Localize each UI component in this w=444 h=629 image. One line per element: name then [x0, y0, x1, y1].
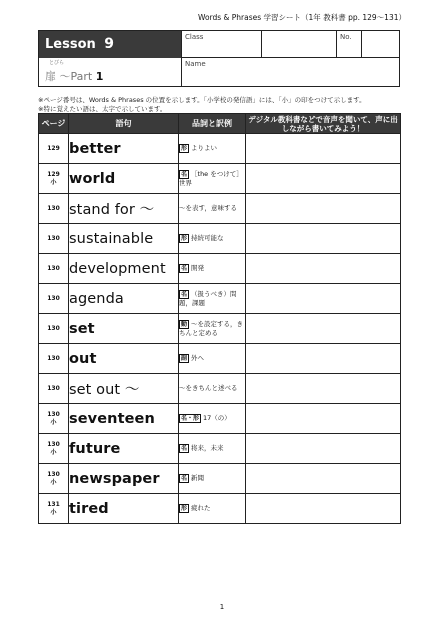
word-cell: out	[69, 344, 179, 374]
elementary-mark: 小	[50, 418, 57, 426]
word-cell: set	[69, 314, 179, 344]
table-row	[39, 494, 401, 524]
note-2: ※特に覚えたい語は、太字で示しています。	[38, 105, 167, 113]
writing-cell[interactable]	[246, 434, 401, 464]
meaning-text: 新聞	[191, 474, 205, 482]
word-cell: agenda	[69, 284, 179, 314]
word-cell: set out ～	[69, 374, 179, 404]
pos-badge: 名	[181, 290, 188, 298]
pos-cell	[179, 284, 246, 314]
table-row	[39, 164, 401, 194]
pos-cell	[179, 134, 246, 164]
pos-cell	[179, 254, 246, 284]
word-cell: development	[69, 254, 179, 284]
pos-badge: 形	[181, 235, 188, 242]
page-cell	[39, 374, 69, 404]
page-cell	[39, 134, 69, 164]
table-row	[39, 404, 401, 434]
table-row	[39, 284, 401, 314]
writing-cell[interactable]	[246, 314, 401, 344]
meaning-text: 持続可能な	[191, 234, 224, 242]
table-row	[39, 224, 401, 254]
writing-cell[interactable]	[246, 374, 401, 404]
writing-cell[interactable]	[246, 134, 401, 164]
writing-cell[interactable]	[246, 164, 401, 194]
table-row	[39, 194, 401, 224]
page-cell	[39, 314, 69, 344]
table-row	[39, 254, 401, 284]
word-cell: future	[69, 434, 179, 464]
subtitle-part: 1	[95, 70, 104, 83]
table-row	[39, 344, 401, 374]
subtitle-prefix: 扉 ～Part	[45, 70, 96, 83]
meaning-text: （扱うべき）問題，課題	[179, 289, 237, 307]
note-1: ※ページ番号は、Words & Phrases の位置を示します。「小学校の発信語」には、「小」の印をつけて示します。	[38, 96, 366, 104]
elementary-mark: 小	[50, 508, 57, 516]
lesson-header-box	[38, 30, 400, 87]
writing-cell[interactable]	[246, 194, 401, 224]
pos-badge: 名・形	[181, 415, 200, 422]
name-field[interactable]	[181, 58, 399, 86]
page-number-value: 130	[47, 294, 60, 302]
class-field[interactable]	[181, 31, 261, 58]
writing-cell[interactable]	[246, 254, 401, 284]
page-number-value: 131	[47, 500, 60, 508]
name-label: Name	[185, 60, 206, 68]
vocab-body	[39, 134, 401, 524]
page-number-value: 130	[47, 264, 60, 272]
pos-badge: 形	[181, 505, 188, 512]
meaning-text: 17（の）	[203, 414, 231, 422]
meaning-text: 開発	[191, 264, 205, 272]
pos-cell	[179, 374, 246, 404]
no-field[interactable]	[336, 31, 361, 58]
pos-badge: 名	[181, 170, 188, 178]
meaning-text: 外へ	[191, 354, 205, 362]
meaning-text: ～を設定する，きちんと定める	[179, 319, 244, 337]
pos-badge: 名	[181, 445, 188, 452]
page-cell	[39, 164, 69, 194]
lesson-number: 9	[104, 36, 115, 52]
table-row	[39, 434, 401, 464]
table-row	[39, 134, 401, 164]
no-label: No.	[340, 33, 352, 41]
lesson-title-bar	[39, 31, 181, 58]
page-cell	[39, 254, 69, 284]
page-cell	[39, 194, 69, 224]
writing-cell[interactable]	[246, 494, 401, 524]
page-number-value: 130	[47, 354, 60, 362]
page-cell	[39, 494, 69, 524]
page-cell	[39, 464, 69, 494]
pos-cell	[179, 224, 246, 254]
page-cell	[39, 224, 69, 254]
word-cell: newspaper	[69, 464, 179, 494]
page-number: 1	[219, 603, 225, 611]
page-cell	[39, 284, 69, 314]
header-page: ページ	[39, 114, 69, 134]
subtitle-ruby: とびら	[49, 60, 65, 66]
meaning-text: ～をきちんと述べる	[179, 384, 238, 392]
word-cell: better	[69, 134, 179, 164]
pos-badge: 名	[181, 475, 188, 482]
page-number-value: 130	[47, 234, 60, 242]
word-cell: seventeen	[69, 404, 179, 434]
writing-cell[interactable]	[246, 404, 401, 434]
lesson-label: Lesson	[45, 37, 96, 52]
page-number-value: 130	[47, 470, 60, 478]
pos-cell	[179, 344, 246, 374]
table-header-row	[39, 114, 401, 134]
word-cell: sustainable	[69, 224, 179, 254]
pos-badge: 形	[181, 145, 188, 152]
pos-cell	[179, 194, 246, 224]
header-digital: デジタル教科書などで音声を聞いて、声に出しながら書いてみよう！	[246, 114, 401, 134]
pos-cell	[179, 164, 246, 194]
class-value[interactable]	[261, 31, 336, 58]
page-header: Words & Phrases 学習シート（1年 教科書 pp. 129～131）	[197, 13, 406, 22]
class-label: Class	[185, 33, 204, 41]
pos-badge: 副	[181, 355, 188, 362]
meaning-text: ～を表す，意味する	[179, 204, 237, 212]
writing-cell[interactable]	[246, 464, 401, 494]
writing-cell[interactable]	[246, 224, 401, 254]
page-cell	[39, 404, 69, 434]
lesson-subtitle	[39, 58, 181, 86]
pos-badge: 動	[181, 320, 188, 328]
elementary-mark: 小	[50, 178, 57, 186]
word-cell: stand for ～	[69, 194, 179, 224]
meaning-text: 疲れた	[191, 504, 211, 512]
pos-cell	[179, 464, 246, 494]
table-row	[39, 314, 401, 344]
writing-cell[interactable]	[246, 284, 401, 314]
elementary-mark: 小	[50, 448, 57, 456]
page-number-value: 130	[47, 410, 60, 418]
table-row	[39, 464, 401, 494]
pos-cell	[179, 404, 246, 434]
table-row	[39, 374, 401, 404]
word-cell: world	[69, 164, 179, 194]
writing-cell[interactable]	[246, 344, 401, 374]
page-number-value: 130	[47, 384, 60, 392]
page-number-value: 129	[47, 144, 60, 152]
page-number-value: 130	[47, 324, 60, 332]
page-cell	[39, 434, 69, 464]
pos-badge: 名	[181, 265, 188, 272]
meaning-text: 将来，未来	[191, 444, 224, 452]
word-cell: tired	[69, 494, 179, 524]
meaning-text: ［the をつけて］世界	[179, 169, 243, 187]
page-number-value: 129	[47, 170, 60, 178]
pos-cell	[179, 434, 246, 464]
meaning-text: よりよい	[191, 144, 218, 152]
pos-cell	[179, 494, 246, 524]
page-number-value: 130	[47, 204, 60, 212]
elementary-mark: 小	[50, 478, 57, 486]
page-number-value: 130	[47, 440, 60, 448]
header-pos: 品詞と訳例	[179, 114, 246, 134]
page-cell	[39, 344, 69, 374]
vocab-table	[38, 113, 401, 524]
header-word: 語句	[69, 114, 179, 134]
no-value[interactable]	[361, 31, 399, 58]
pos-cell	[179, 314, 246, 344]
